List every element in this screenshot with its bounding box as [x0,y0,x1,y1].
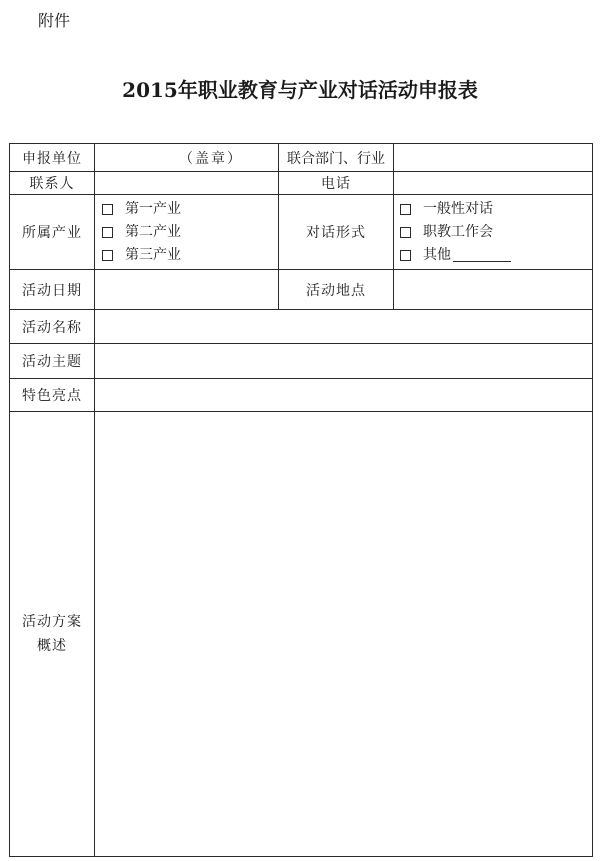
checkbox[interactable] [102,204,113,215]
highlights-field[interactable] [95,379,592,411]
application-form-table [9,143,593,857]
plan-overview-label [10,412,94,856]
checkbox[interactable] [400,250,411,261]
activity-location-field[interactable] [394,270,592,309]
checkbox[interactable] [102,227,113,238]
contact-label: 联系人 [29,176,75,192]
industry-option[interactable]: 第一产业 [102,198,181,221]
industry-options [102,198,181,267]
dialogue-form-option[interactable]: 其他 [400,244,511,267]
highlights-label: 特色亮点 [22,388,82,404]
phone-field[interactable] [394,172,592,194]
phone-label: 电话 [321,176,351,192]
activity-name-field[interactable] [95,310,592,343]
joint-department-field[interactable] [394,144,592,171]
table-border-bottom [9,856,593,857]
industry-option[interactable]: 第三产业 [102,244,181,267]
industry-label: 所属产业 [22,225,82,241]
dialogue-form-option[interactable]: 一般性对话 [400,198,511,221]
dialogue-form-options [400,198,511,267]
joint-department-label: 联合部门、行业 [287,150,385,167]
activity-location-label: 活动地点 [306,282,366,299]
industry-option[interactable]: 第二产业 [102,221,181,244]
plan-overview-field[interactable] [95,412,592,856]
checkbox[interactable] [400,204,411,215]
contact-field[interactable] [95,172,278,194]
plan-overview-label-line2: 概述 [37,638,67,654]
form-title: 2015年职业教育与产业对话活动申报表 [122,78,478,102]
attachment-label: 附件 [38,11,71,30]
stamp-note: （盖章） [179,150,243,167]
plan-overview-label-line1: 活动方案 [22,614,82,630]
activity-theme-label: 活动主题 [22,354,82,370]
checkbox[interactable] [102,250,113,261]
activity-theme-field[interactable] [95,344,592,378]
applicant-unit-label: 申报单位 [22,150,82,167]
dialogue-form-label: 对话形式 [306,225,366,241]
activity-date-field[interactable] [95,270,278,309]
table-border-right [592,143,593,857]
activity-date-label: 活动日期 [22,282,82,299]
dialogue-form-option[interactable]: 职教工作会 [400,221,511,244]
activity-name-label: 活动名称 [22,319,82,336]
checkbox[interactable] [400,227,411,238]
other-blank-line[interactable] [453,249,511,262]
